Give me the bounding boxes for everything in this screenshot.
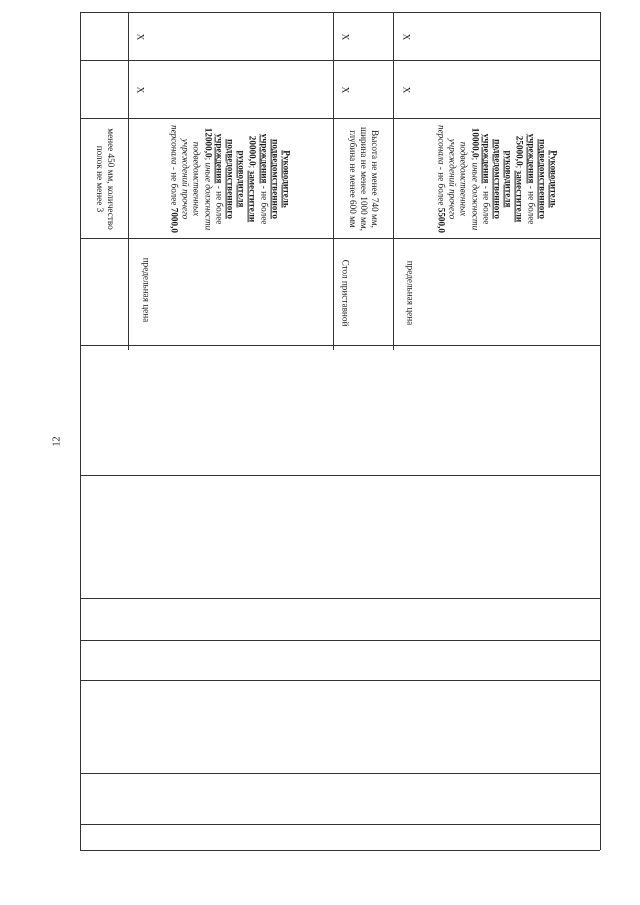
row3-price-text (435, 121, 558, 237)
r3-head: Руководитель подведомственного учреждения (526, 133, 559, 219)
row1-x2: X (135, 33, 146, 41)
row2-name-cell (335, 240, 355, 345)
row2-x2-cell (335, 14, 355, 60)
page-number: 12 (51, 436, 63, 447)
row1-spec-cell (82, 120, 128, 238)
row1-x1-cell (130, 62, 150, 118)
row1-label-cell (130, 240, 190, 345)
row2-spec: Высота не менее 740 мм, ширина не менее 1000 мм, глубина не менее 600 мм (347, 127, 380, 231)
r1-other: иные должности подведомственных учреждений прочего персонала (169, 125, 214, 231)
r1-other-tail: - не более (169, 164, 180, 208)
r3-other-tail: - не более (436, 164, 447, 208)
row1-price-cell (130, 120, 330, 238)
r3-other: иные должности подведомственных учреждений прочего персонала (436, 125, 481, 231)
r3-sep1: ; (515, 165, 526, 169)
r1-head: Руководитель подведомственного учреждения (259, 133, 292, 219)
row3-x2: X (401, 33, 412, 41)
row2-name: Стол приставной (340, 259, 351, 326)
row1-spec-text: менее 450 мм, количество полок не менее 3 (95, 128, 117, 230)
r1-other-val: 7000,0 (169, 207, 180, 233)
r1-deputy-val: 12000,0 (203, 127, 214, 158)
r3-sep2: ; (470, 157, 481, 163)
r1-sep1: ; (248, 165, 259, 169)
row2-x1: X (340, 86, 351, 94)
row1-price-text (168, 121, 291, 237)
row2-x2: X (340, 33, 351, 41)
r3-deputy: заместители руководителя подведомственного учреждения (481, 133, 526, 223)
row3-x1: X (401, 86, 412, 94)
row1-x1: X (135, 86, 146, 94)
r1-deputy-tail: - не более (214, 183, 225, 225)
row1-x2-cell (130, 14, 150, 60)
row1-price-label: предельная цена (141, 258, 152, 323)
row3-price-cell (396, 120, 598, 238)
r1-deputy: заместители руководителя подведомственного учреждения (214, 133, 259, 223)
r1-head-val: 20000,0 (248, 135, 259, 166)
row3-x1-cell (396, 62, 416, 118)
r3-head-val: 25000,0 (515, 135, 526, 166)
r1-head-tail: - не более (259, 183, 270, 225)
r3-deputy-val: 10000,0 (470, 127, 481, 158)
r3-head-tail: - не более (526, 183, 537, 225)
row3-label-cell (396, 240, 456, 345)
row2-spec-cell (335, 120, 391, 238)
row2-x1-cell (335, 62, 355, 118)
row3-price-label: предельная цена (405, 260, 416, 325)
r3-deputy-tail: - не более (481, 183, 492, 225)
r1-sep2: ; (203, 157, 214, 163)
row3-x2-cell (396, 14, 416, 60)
r3-other-val: 5500,0 (436, 207, 447, 233)
